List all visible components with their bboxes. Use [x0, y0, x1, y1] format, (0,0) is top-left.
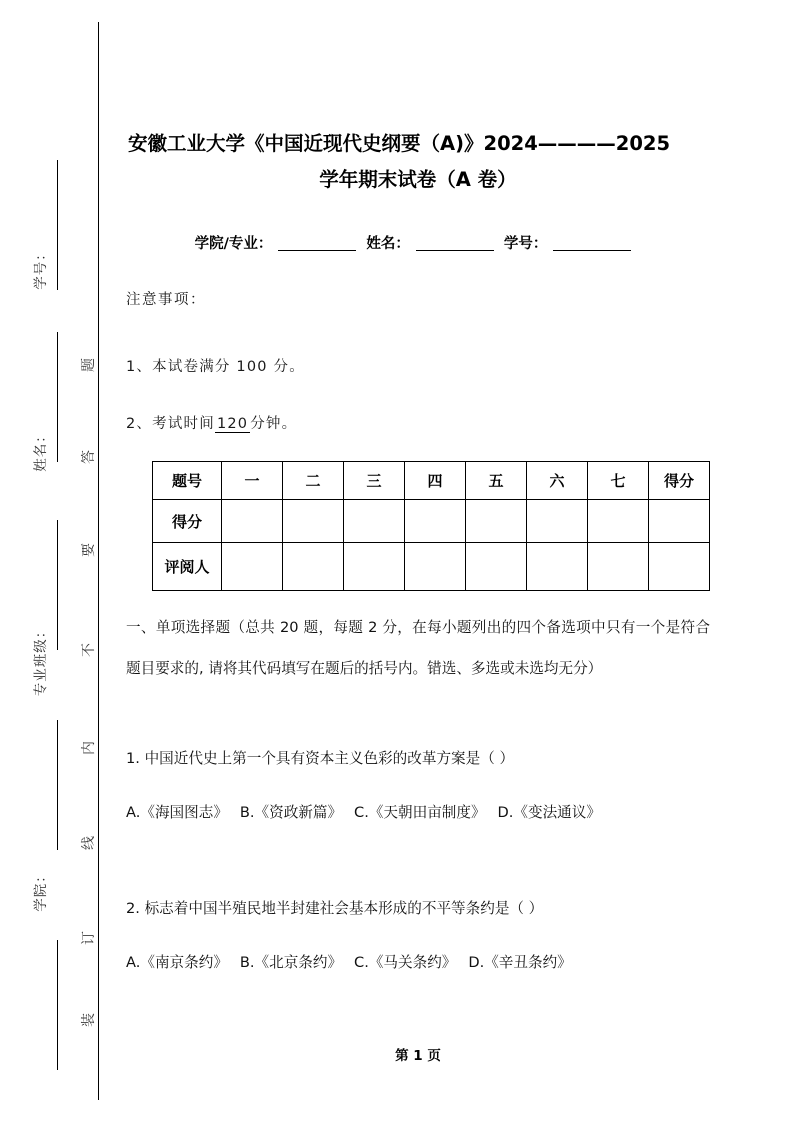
score-table-cell: 五 — [466, 462, 527, 500]
score-table-cell[interactable] — [222, 500, 283, 543]
page-footer: 第 1 页 — [395, 1048, 441, 1064]
score-table-cell[interactable] — [344, 500, 405, 543]
page-title-line-2: 学年期末试卷（A 卷） — [319, 168, 517, 191]
score-table-cell[interactable] — [466, 500, 527, 543]
table-row — [153, 500, 710, 543]
notes-heading: 注意事项： — [126, 292, 206, 308]
binding-margin — [0, 0, 99, 1122]
score-table-cell: 四 — [405, 462, 466, 500]
score-table-cell[interactable] — [405, 500, 466, 543]
question-1-stem: 1. 中国近代史上第一个具有资本主义色彩的改革方案是（ ） — [126, 750, 515, 767]
seal-char-6: 线 — [81, 836, 97, 850]
score-table-cell[interactable] — [649, 543, 710, 591]
exam-duration-value: 120 — [216, 416, 249, 432]
score-table-cell[interactable] — [222, 543, 283, 591]
score-table-row-header: 评阅人 — [153, 543, 222, 591]
score-table-cell[interactable] — [649, 500, 710, 543]
name-blank[interactable] — [416, 250, 494, 251]
score-table-cell[interactable] — [588, 543, 649, 591]
seal-label-student-id: 学号： — [33, 246, 49, 290]
seal-label-name: 姓名： — [33, 428, 49, 472]
seal-char-4: 不 — [81, 643, 97, 657]
seal-rule-3 — [57, 520, 58, 650]
binding-vertical-rule — [98, 22, 99, 1100]
student-id-label: 学号： — [503, 236, 548, 252]
score-table-cell[interactable] — [344, 543, 405, 591]
college-major-label: 学院/专业： — [194, 236, 273, 252]
score-table-cell[interactable] — [588, 500, 649, 543]
seal-char-2: 答 — [81, 450, 97, 464]
score-table-cell: 一 — [222, 462, 283, 500]
score-table-cell[interactable] — [283, 543, 344, 591]
score-table-cell[interactable] — [527, 500, 588, 543]
notes-item-2 — [126, 412, 297, 433]
question-2-options: A.《南京条约》 B.《北京条约》 C.《马关条约》 D.《辛丑条约》 — [126, 954, 572, 971]
notes-item-2-prefix: 2、考试时间 — [126, 416, 215, 432]
seal-rule-2 — [57, 332, 58, 462]
score-table-cell[interactable] — [527, 543, 588, 591]
seal-rule-4 — [57, 720, 58, 850]
score-table-row-header: 题号 — [153, 462, 222, 500]
seal-rule-1 — [57, 160, 58, 290]
section-1-heading: 一、单项选择题（总共 20 题，每题 2 分，在每小题列出的四个备选项中只有一个是符合题目要求的, 请将其代码填写在题后的括号内。错选、多选或未选均无分） — [126, 619, 710, 677]
page-title — [126, 126, 710, 198]
question-2-stem: 2. 标志着中国半殖民地半封建社会基本形成的不平等条约是（ ） — [126, 900, 544, 917]
seal-rule-5 — [57, 940, 58, 1070]
score-table-cell: 得分 — [649, 462, 710, 500]
score-table — [152, 461, 710, 591]
table-row — [153, 543, 710, 591]
score-table-cell: 二 — [283, 462, 344, 500]
notes-item-2-suffix: 分钟。 — [250, 416, 298, 432]
seal-char-5: 内 — [81, 741, 97, 755]
score-table-row-header: 得分 — [153, 500, 222, 543]
seal-char-3: 要 — [81, 543, 97, 557]
score-table-wrapper — [152, 461, 710, 591]
score-table-cell[interactable] — [283, 500, 344, 543]
seal-char-7: 订 — [81, 931, 97, 945]
page-title-line-1: 安徽工业大学《中国近现代史纲要（A)》2024————2025 — [128, 132, 671, 155]
score-table-cell: 七 — [588, 462, 649, 500]
seal-char-1: 题 — [81, 358, 97, 372]
notes-item-1: 1、本试卷满分 100 分。 — [126, 359, 305, 375]
student-info-line — [126, 232, 710, 253]
score-table-cell[interactable] — [466, 543, 527, 591]
table-row — [153, 462, 710, 500]
score-table-cell: 三 — [344, 462, 405, 500]
question-1-options: A.《海国图志》 B.《资政新篇》 C.《天朝田亩制度》 D.《变法通议》 — [126, 804, 601, 821]
student-id-blank[interactable] — [553, 250, 631, 251]
seal-char-8: 装 — [81, 1013, 97, 1027]
seal-label-college: 学院： — [33, 868, 49, 912]
college-major-blank[interactable] — [278, 250, 356, 251]
score-table-cell: 六 — [527, 462, 588, 500]
name-label: 姓名： — [366, 236, 410, 252]
seal-label-major-class: 专业班级： — [33, 623, 49, 697]
score-table-cell[interactable] — [405, 543, 466, 591]
